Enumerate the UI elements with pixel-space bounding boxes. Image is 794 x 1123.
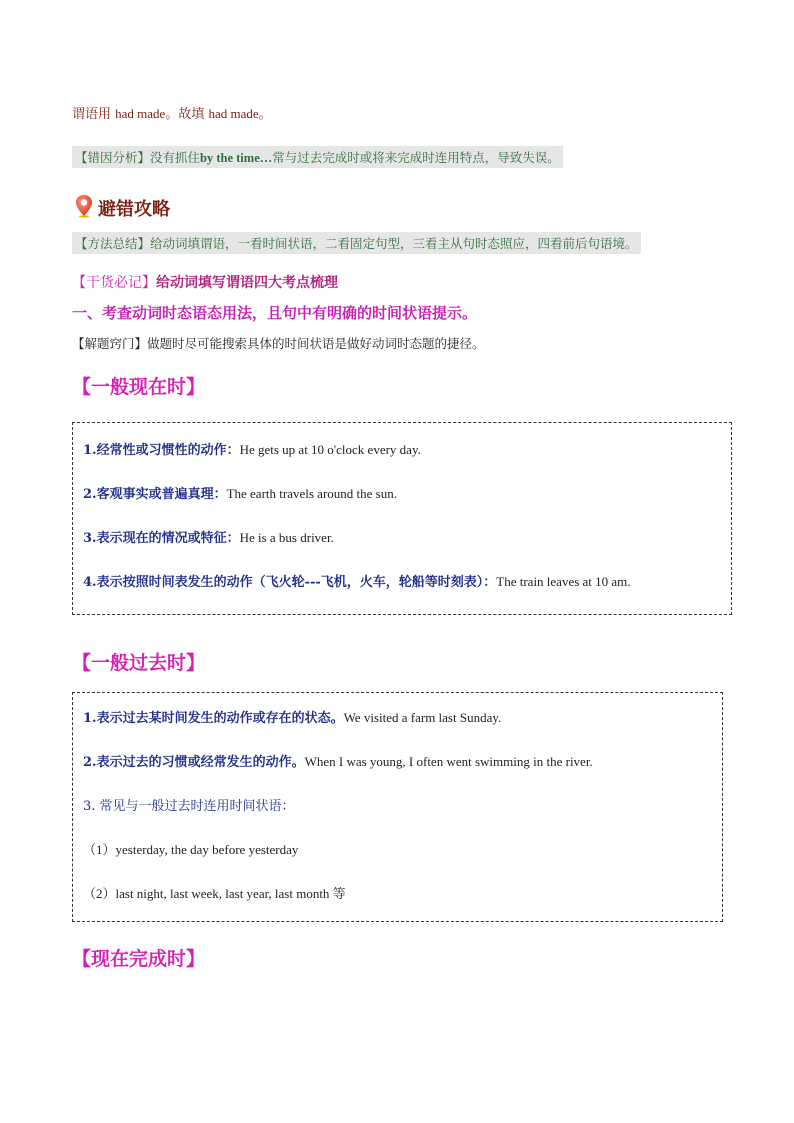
item-example: （1）yesterday, the day before yesterday [83,842,299,857]
item-key: 4.表示按照时间表发生的动作（飞火轮---飞机，火车，轮船等时刻表）： [83,575,497,590]
intro-text: 谓语用 [72,107,116,122]
list-item [83,839,298,858]
item-example: The earth travels around the sun. [226,486,397,501]
simple-past-box [72,692,723,922]
location-pin-icon [75,194,93,218]
tip-label: 【解题窍门】 [72,336,148,351]
strategy-title: 避错攻略 [98,199,170,220]
section-title-simple-present: 【一般现在时】 [72,376,206,398]
tip-line [72,334,485,352]
section-title-simple-past: 【一般过去时】 [72,652,206,674]
dry-goods-line [72,272,338,292]
item-key: 2.表示过去的习惯或经常发生的动作。 [83,755,305,770]
item-key: 3. 常见与一般过去时连用时间状语： [83,799,295,814]
list-item [83,571,631,590]
item-key: 1.表示过去某时间发生的动作或存在的状态。 [83,711,344,726]
intro-answer: had made [208,106,259,121]
list-item [83,439,421,458]
simple-present-box [72,422,732,615]
intro-text: 。故填 [165,107,209,122]
item-key: 3.表示现在的情况或特征： [83,531,240,546]
method-summary-label: 【方法总结】 [75,236,151,251]
item-key: 1.经常性或习惯性的动作： [83,443,240,458]
method-summary [72,232,641,254]
intro-line [72,103,272,122]
item-example: He gets up at 10 o'clock every day. [239,442,421,457]
item-example: He is a bus driver. [239,530,334,545]
error-analysis-text: 没有抓住 [150,150,201,165]
error-analysis-label: 【错因分析】 [75,150,151,165]
item-example: The train leaves at 10 am. [496,574,631,589]
list-item [83,883,346,902]
tip-text: 做题时尽可能搜索具体的时间状语是做好动词时态题的捷径。 [147,336,485,351]
dry-goods-text: 给动词填写谓语四大考点梳理 [156,275,338,291]
list-item [83,795,295,814]
list-item [83,751,593,770]
item-example: （2）last night, last week, last year, last month 等 [83,886,346,901]
method-summary-text: 给动词填谓语，一看时间状语，二看固定句型，三看主从句时态照应，四看前后句语境。 [150,236,638,251]
section-title-present-perfect: 【现在完成时】 [72,948,206,970]
list-item [83,527,334,546]
item-key: 2.客观事实或普遍真理： [83,487,227,502]
item-example: When I was young, I often went swimming in the river. [304,754,593,769]
error-analysis-text: 常与过去完成时或将来完成时连用特点，导致失误。 [272,150,560,165]
topic-heading: 一、考查动词时态语态用法，且句中有明确的时间状语提示。 [72,304,478,322]
error-analysis-keyword: by the time… [200,151,273,165]
intro-text: 。 [258,107,272,122]
intro-answer: had made [115,106,166,121]
error-analysis [72,146,563,168]
list-item [83,483,397,502]
dry-goods-label: 【干货必记】 [72,275,156,291]
list-item [83,707,501,726]
item-example: We visited a farm last Sunday. [343,710,502,725]
